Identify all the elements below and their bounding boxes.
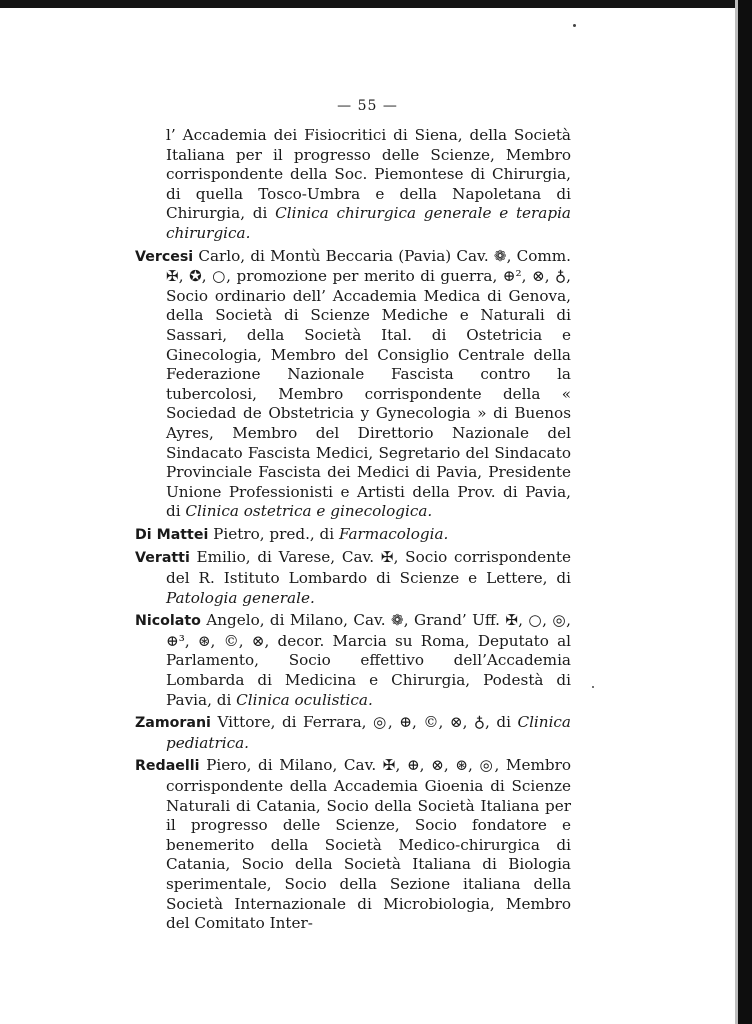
document-page xyxy=(0,8,735,1024)
entry-name: Veratti xyxy=(135,550,190,567)
entry-subject: Farmacologia. xyxy=(338,524,449,543)
page-body xyxy=(135,126,571,934)
scan-border-top xyxy=(0,0,752,8)
entry-name: Redaelli xyxy=(135,758,200,775)
entry-name: Vercesi xyxy=(135,248,194,265)
entry-name: Di Mattei xyxy=(135,526,209,543)
entry-text: Angelo, di Milano, Cav. ❁, Grand’ Uff. ✠, ○, ◎, ⊕³, ⊛, ©, ⊗, decor. Marcia su Roma, Deputato al Parlamento, Socio effettivo dell’Accademia Lombarda di Medicina e Chirurgia, Podestà di Pavia, di xyxy=(166,611,571,709)
entry-text: Carlo, di Montù Beccaria (Pavia) Cav. ❁, Comm. ✠, ✪, ○, promozione per merito di guerra, ⊕², ⊗, ♁, Socio ordinario dell’ Accademia Medica di Genova, della Società di Scienze Mediche e Naturali di Sassari, della Società Ital. di Ostetricia e Ginecologia, Membro del Consiglio Centrale della Federazione Nazionale Fascista contro la tubercolosi, Membro corrispondente della « Sociedad de Obstetricia y Gynecologia » di Buenos Ayres, Membro del Direttorio Nazionale del Sindacato Fascista Medici, Segretario del Sindacato Provinciale Fascista dei Medici di Pavia, Presidente Unione Professionisti e Artisti della Prov. di Pavia, di xyxy=(166,246,571,521)
entry-zamorani xyxy=(135,713,571,753)
speck-mark xyxy=(573,24,576,27)
continuation-subject: Clinica chirurgica generale e terapia chirurgica. xyxy=(166,204,571,242)
entry-redaelli xyxy=(135,756,571,933)
page-number: — 55 — xyxy=(337,98,398,114)
entry-vercesi xyxy=(135,247,571,522)
entry-subject: Patologia generale. xyxy=(166,588,315,607)
speck-mark xyxy=(592,686,594,688)
continuation-text: l’ Accademia dei Fisiocritici di Siena, della Società Italiana per il progresso delle Scienze, Membro corrispondente della Soc. Piemontese di Chirurgia, di quella Tosco-Umbra e della Napoletana di Chirurgia, di xyxy=(166,126,571,223)
entry-text: Vittore, di Ferrara, ◎, ⊕, ©, ⊗, ♁, di xyxy=(210,713,518,732)
continuation-paragraph xyxy=(135,126,571,244)
entry-veratti xyxy=(135,548,571,608)
entry-name: Nicolato xyxy=(135,613,201,630)
entry-text: Emilio, di Varese, Cav. ✠, Socio corrispondente del R. Istituto Lombardo di Scienze e Lettere, di xyxy=(166,548,571,588)
entry-subject: Clinica pediatrica. xyxy=(166,713,571,752)
entry-nicolato xyxy=(135,611,571,710)
scan-border-right xyxy=(738,0,752,1024)
entry-subject: Clinica ostetrica e ginecologica. xyxy=(185,502,433,521)
entry-text: Pietro, pred., di xyxy=(208,524,339,543)
entry-di-mattei xyxy=(135,525,571,546)
entry-text: Piero, di Milano, Cav. ✠, ⊕, ⊗, ⊛, ◎, Membro corrispondente della Accademia Gioenia di Scienze Naturali di Catania, Socio della Società Italiana per il progresso delle Scienze, Socio fondatore e benemerito della Società Medico-chirurgica di Catania, Socio della Società Italiana di Biologia sperimentale, Socio della Sezione italiana della Società Internazionale di Microbiologia, Membro del Comitato Inter- xyxy=(166,756,571,933)
entry-name: Zamorani xyxy=(135,715,211,732)
entry-subject: Clinica oculistica. xyxy=(236,690,373,709)
